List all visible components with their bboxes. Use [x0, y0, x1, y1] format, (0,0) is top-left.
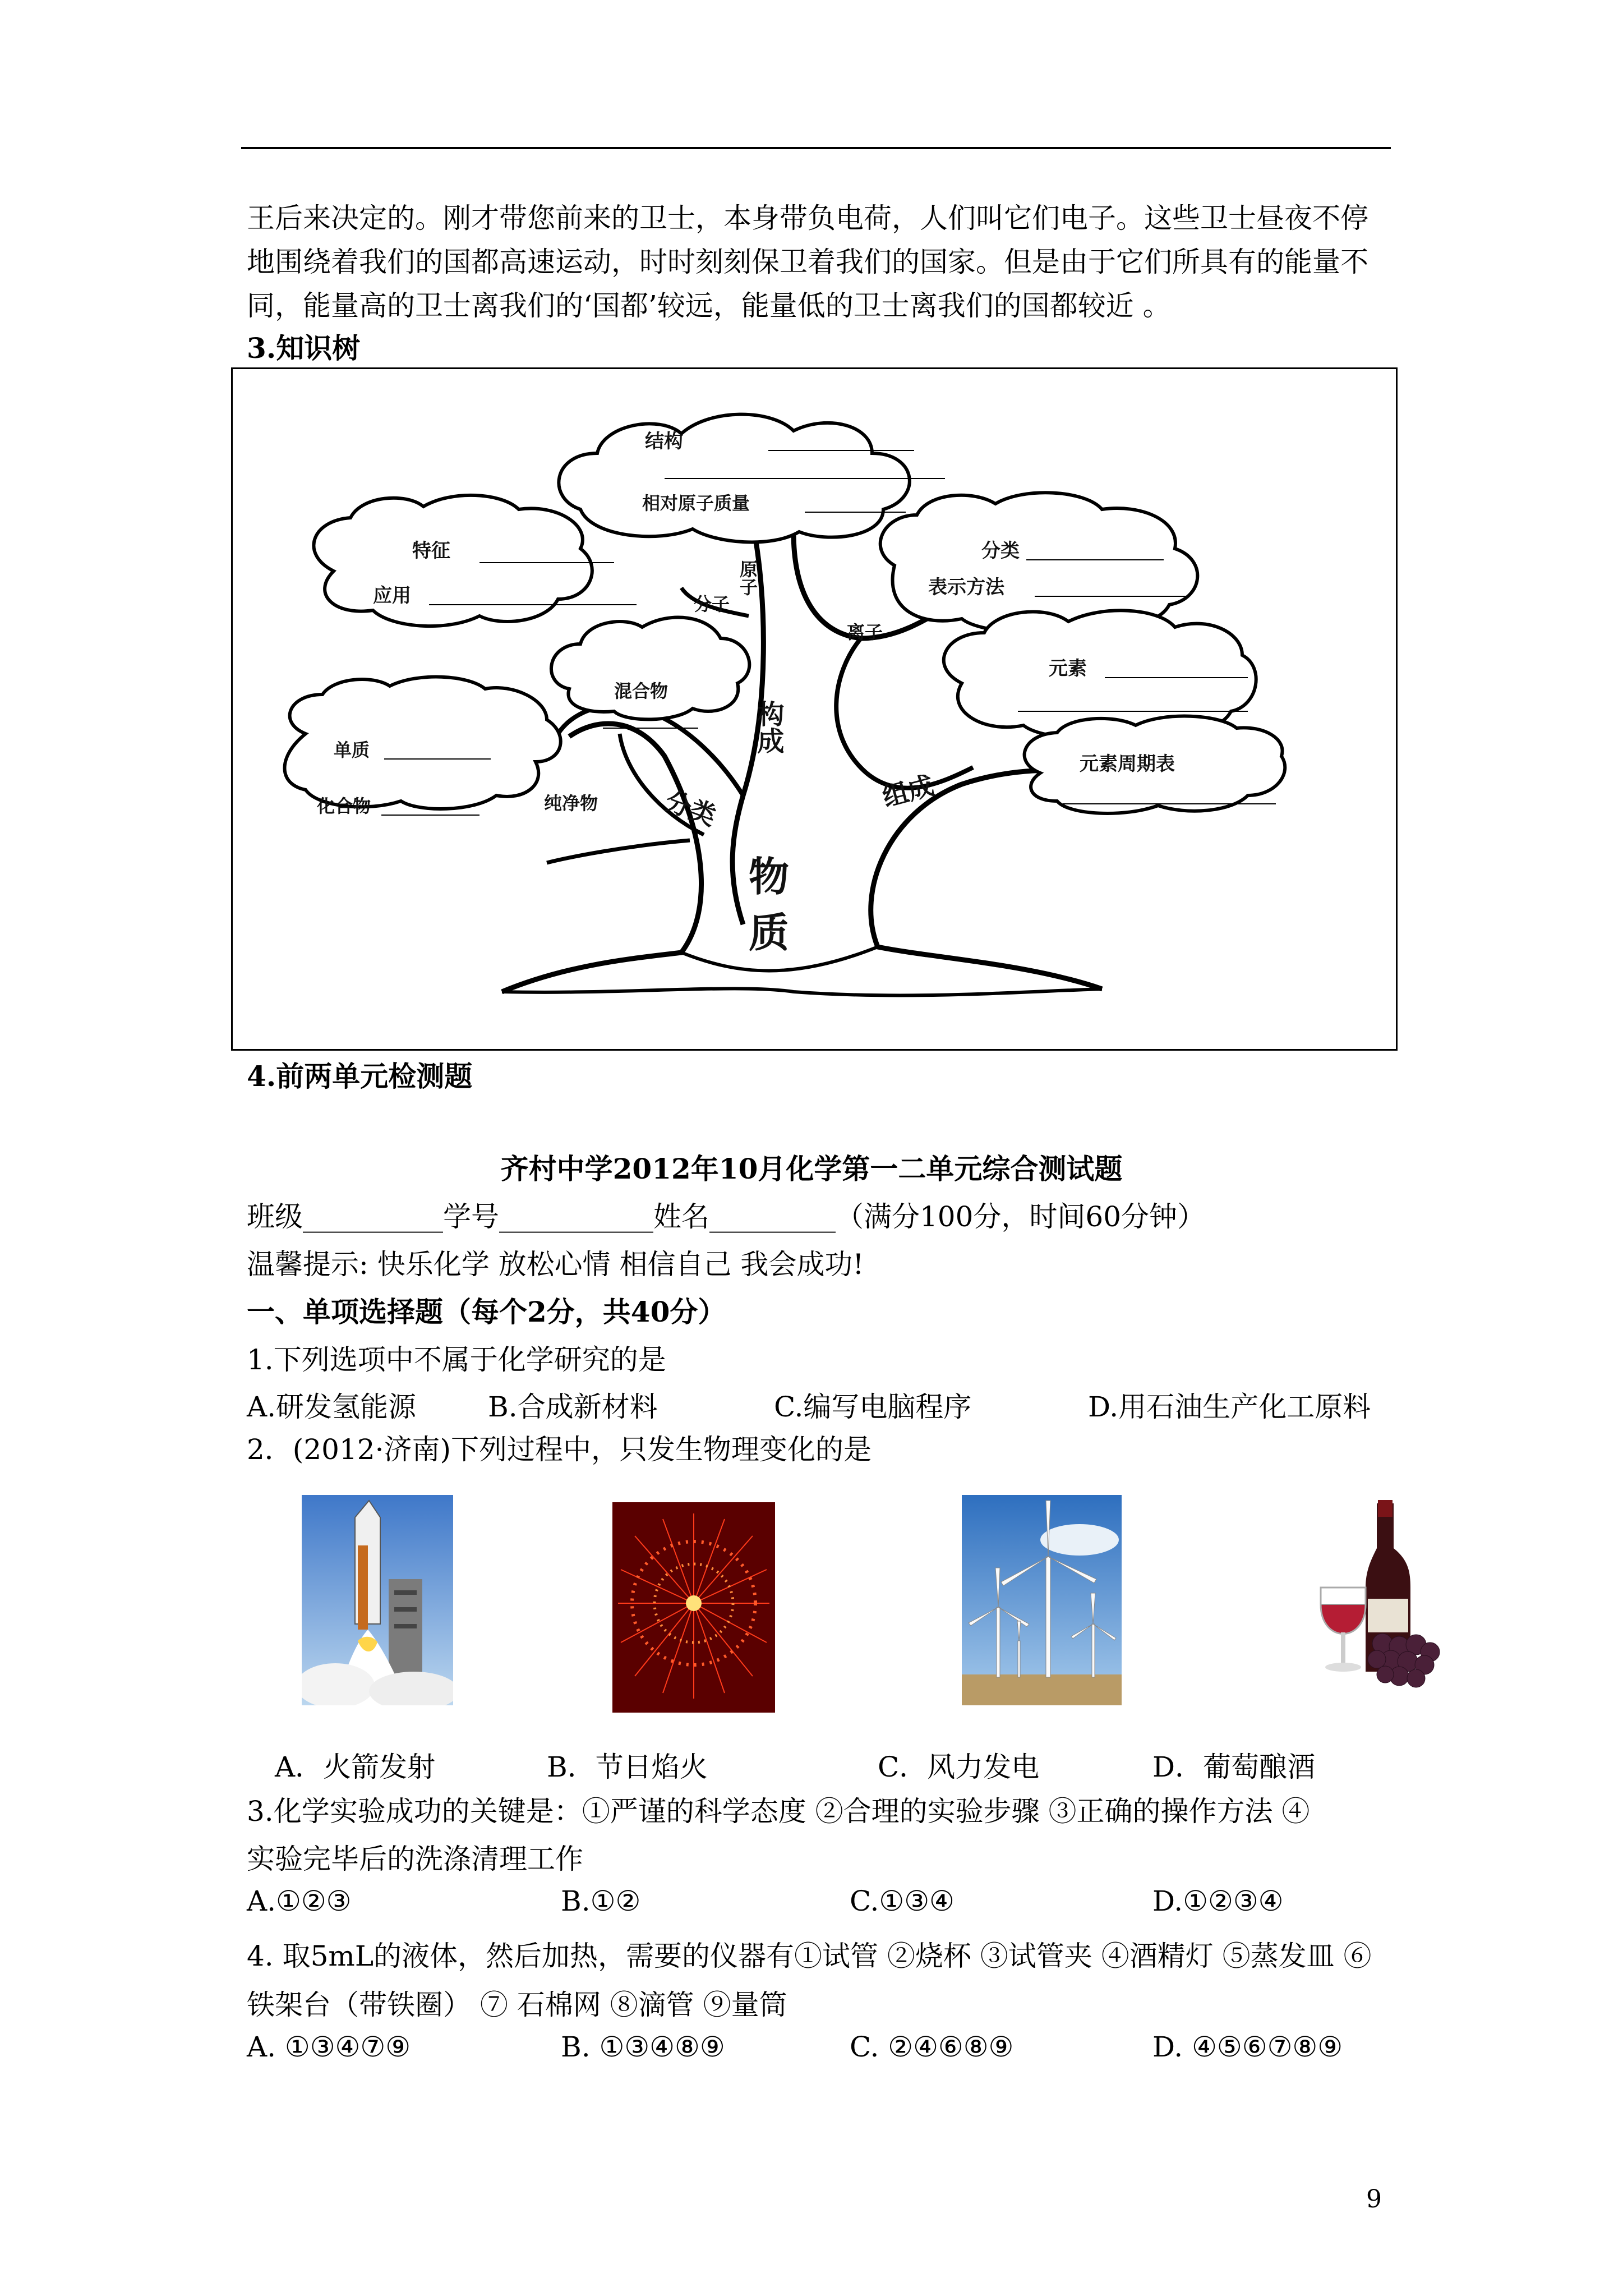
tree-label-compose: 组成 — [879, 770, 937, 813]
tree-label-matter-2: 质 — [749, 909, 790, 956]
q1-options — [0, 1384, 1623, 1428]
tree-label-relative-mass: 相对原子质量 — [642, 493, 750, 514]
tree-label-mixture: 混合物 — [614, 680, 668, 702]
wind-turbines-image — [962, 1495, 1122, 1705]
q4-stem-line-1: 4. 取5mL的液体，然后加热，需要的仪器有①试管 ②烧杯 ③试管夹 ④酒精灯 ⑤蒸发皿 ⑥ — [247, 1940, 1372, 1972]
q2-option-b: B．节日焰火 — [547, 1751, 708, 1783]
tree-label-molecule: 分子 — [694, 593, 730, 615]
q4-option-d: D. ④⑤⑥⑦⑧⑨ — [1152, 2031, 1343, 2063]
tip-line: 温馨提示: 快乐化学 放松心情 相信自己 我会成功! — [247, 1248, 864, 1281]
knowledge-tree-box — [231, 367, 1398, 1051]
tree-label-simple-substance: 单质 — [334, 739, 370, 761]
tree-label-constitute: 构成 — [753, 700, 784, 754]
q3-option-a: A.①②③ — [247, 1885, 352, 1917]
knowledge-tree-diagram — [233, 369, 1396, 1049]
intro-line-3: 同，能量高的卫士离我们的‘国都’较远，能量低的卫士离我们的国都较近 。 — [247, 289, 1171, 322]
q3-option-c: C.①③④ — [850, 1885, 955, 1917]
tree-label-notation: 表示方法 — [928, 576, 1004, 599]
tree-label-classify: 分类 — [661, 785, 720, 832]
tree-label-ion: 离子 — [847, 622, 883, 643]
q4-stem-line-2: 铁架台（带铁圈） ⑦ 石棉网 ⑧滴管 ⑨量筒 — [247, 1989, 787, 2021]
q1-option-a: A.研发氢能源 — [247, 1391, 417, 1423]
tree-label-matter-1: 物 — [749, 853, 790, 900]
tree-label-element: 元素 — [1049, 657, 1087, 680]
q4-option-a: A. ①③④⑦⑨ — [247, 2031, 411, 2063]
q3-options — [0, 1885, 1623, 1929]
section-3-title: 3.知识树 — [247, 332, 361, 365]
q4-option-c: C. ②④⑥⑧⑨ — [850, 2031, 1014, 2063]
q4-option-b: B. ①③④⑧⑨ — [561, 2031, 725, 2063]
wine-and-grapes-image — [1310, 1498, 1444, 1700]
header-rule — [241, 147, 1391, 149]
tree-label-compound: 化合物 — [317, 795, 371, 817]
tree-label-atom: 原子 — [737, 560, 758, 596]
q4-options — [0, 2031, 1623, 2074]
q3-stem-line-1: 3.化学实验成功的关键是：①严谨的科学态度 ②合理的实验步骤 ③正确的操作方法 ④ — [247, 1795, 1310, 1828]
tree-label-application: 应用 — [373, 585, 411, 607]
q3-option-d: D.①②③④ — [1152, 1885, 1284, 1917]
tree-label-structure: 结构 — [645, 430, 683, 453]
q2-option-c: C．风力发电 — [878, 1751, 1040, 1783]
exam-title: 齐村中学2012年10月化学第一二单元综合测试题 — [500, 1152, 1123, 1185]
rocket-launch-image — [302, 1495, 453, 1705]
tree-label-category: 分类 — [981, 540, 1020, 562]
section-4-title: 4.前两单元检测题 — [247, 1060, 473, 1093]
q2-stem: 2．(2012·济南)下列过程中，只发生物理变化的是 — [247, 1433, 872, 1466]
q1-option-c: C.编写电脑程序 — [774, 1391, 972, 1423]
q1-stem: 1.下列选项中不属于化学研究的是 — [247, 1343, 666, 1376]
tree-label-pure-substance: 纯净物 — [544, 793, 598, 814]
intro-line-2: 地围绕着我们的国都高速运动，时时刻刻保卫着我们的国家。但是由于它们所具有的能量不 — [247, 246, 1368, 278]
tree-label-feature: 特征 — [412, 540, 450, 562]
fireworks-image — [612, 1502, 775, 1713]
part-1-title: 一、单项选择题（每个2分，共40分） — [247, 1295, 726, 1328]
tree-label-periodic-table: 元素周期表 — [1080, 753, 1175, 775]
page-number: 9 — [1366, 2185, 1382, 2214]
q3-option-b: B.①② — [561, 1885, 641, 1917]
q2-option-a: A．火箭发射 — [275, 1751, 436, 1783]
q2-option-d: D．葡萄酿酒 — [1152, 1751, 1316, 1783]
q1-option-b: B.合成新材料 — [488, 1391, 658, 1423]
student-info-line: 班级__________学号___________姓名_________（满分100分，时间60分钟） — [247, 1200, 1206, 1233]
q3-stem-line-2: 实验完毕后的洗涤清理工作 — [247, 1843, 583, 1875]
q2-options — [0, 1745, 1623, 1788]
intro-line-1: 王后来决定的。刚才带您前来的卫士，本身带负电荷，人们叫它们电子。这些卫士昼夜不停 — [247, 202, 1368, 234]
q1-option-d: D.用石油生产化工原料 — [1088, 1391, 1371, 1423]
